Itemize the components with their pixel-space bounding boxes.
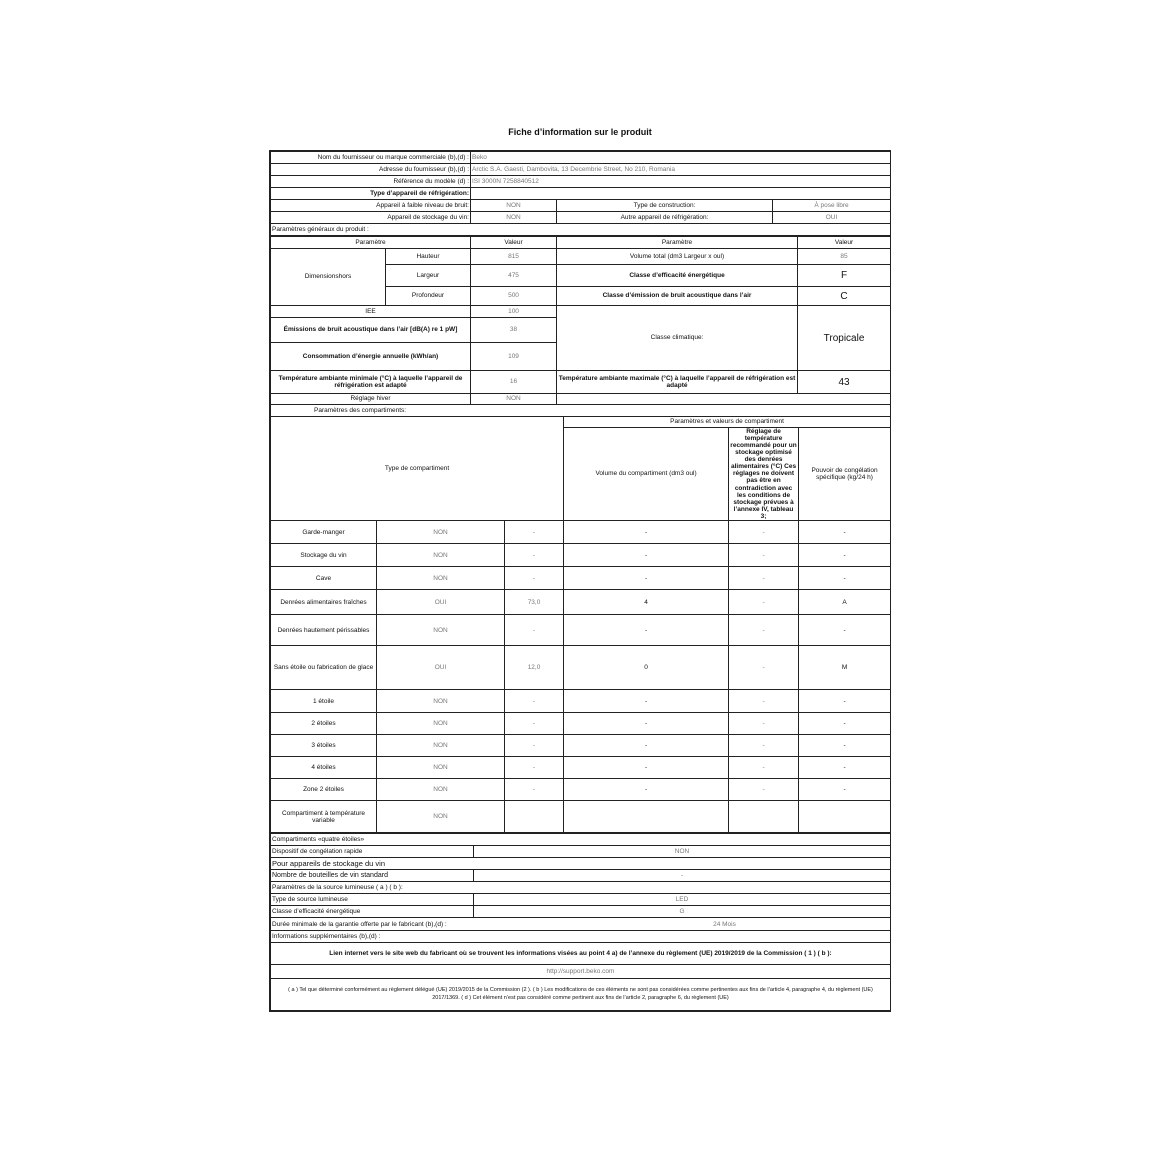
width-value: 475 (471, 265, 557, 287)
freeze-col-header: Pouvoir de congélation spécifique (kg/24 h) (799, 427, 891, 521)
compartment-defrost: M (799, 646, 891, 690)
compartment-present: NON (377, 735, 505, 757)
compartment-row (271, 757, 891, 779)
value-header-2: Valeur (798, 237, 891, 249)
other-info-table (270, 833, 891, 1011)
compartment-row (271, 801, 891, 833)
compartment-volume: - (505, 615, 564, 646)
compartment-row (271, 544, 891, 567)
compartment-defrost: - (799, 615, 891, 646)
compartment-name: Stockage du vin (271, 544, 377, 567)
address-label: Adresse du fournisseur (b),(d) : (271, 164, 471, 176)
compartment-present: NON (377, 690, 505, 713)
compartment-defrost: - (799, 735, 891, 757)
compartment-freeze: - (729, 779, 799, 801)
other-appliance-value: OUI (773, 212, 891, 224)
light-params-label: Paramètres de la source lumineuse ( a ) ( b ): (271, 882, 891, 894)
compartment-present: NON (377, 567, 505, 590)
compartment-volume (505, 801, 564, 833)
depth-label: Profondeur (386, 287, 471, 306)
noise-class-value: C (798, 287, 891, 306)
compartment-temp: 0 (564, 646, 729, 690)
max-temp-label: Température ambiante maximale (°C) à laquelle l’appareil de réfrigération est adapté (557, 371, 798, 394)
construction-label: Type de construction: (557, 200, 773, 212)
product-information-sheet (269, 150, 891, 1012)
wine-appliance-label: Appareil de stockage du vin: (271, 212, 471, 224)
extra-info-label: Informations supplémentaires (b),(d) : (271, 931, 891, 943)
document-title: Fiche d’information sur le produit (508, 127, 652, 137)
manufacturer-link-label: Lien internet vers le site web du fabricant où se trouvent les informations visées au point 4 a) de l’annexe du règlement (UE) 2019/2019 de la Commission ( 1 ) ( b ): (271, 943, 891, 965)
compartment-volume: - (505, 713, 564, 735)
compartment-name: Denrées hautement périssables (271, 615, 377, 646)
noise-emission-value: 38 (471, 318, 557, 343)
compartment-freeze: - (729, 757, 799, 779)
warranty-value: 24 Mois (713, 920, 736, 928)
compartment-freeze: - (729, 544, 799, 567)
dimensions-label: Dimensionshors (271, 249, 386, 306)
compartment-present: NON (377, 521, 505, 544)
compartment-defrost: A (799, 590, 891, 615)
compartment-row (271, 779, 891, 801)
compartment-present: NON (377, 757, 505, 779)
general-params-table (270, 236, 891, 405)
other-appliance-label: Autre appareil de réfrigération: (557, 212, 773, 224)
winter-setting-value: NON (471, 394, 557, 405)
value-header: Valeur (471, 237, 557, 249)
compartment-defrost: - (799, 779, 891, 801)
compartment-row (271, 735, 891, 757)
noise-emission-label: Émissions de bruit acoustique dans l’air [dB(A) re 1 pW] (271, 318, 471, 343)
general-params-label: Paramètres généraux du produit : (271, 224, 891, 236)
four-star-label: Compartiments «quatre étoiles» (271, 834, 891, 846)
low-noise-label: Appareil à faible niveau de bruit: (271, 200, 471, 212)
compartment-values-header: Paramètres et valeurs de compartiment (564, 416, 891, 427)
compartment-freeze (729, 801, 799, 833)
compartment-volume: - (505, 544, 564, 567)
compartment-volume: - (505, 735, 564, 757)
compartment-present: NON (377, 713, 505, 735)
compartment-present: OUI (377, 646, 505, 690)
compartment-name: 3 étoiles (271, 735, 377, 757)
wine-storage-label: Pour appareils de stockage du vin (271, 858, 891, 870)
general-info-table (270, 151, 891, 236)
compartment-row (271, 521, 891, 544)
compartment-freeze: - (729, 713, 799, 735)
compartment-temp: - (564, 779, 729, 801)
supplier-label: Nom du fournisseur ou marque commerciale (b),(d) : (271, 152, 471, 164)
compartment-freeze: - (729, 690, 799, 713)
compartment-type-header: Type de compartiment (271, 416, 564, 521)
manufacturer-link[interactable]: http://support.beko.com (271, 965, 891, 979)
compartment-defrost: - (799, 690, 891, 713)
compartment-temp: 4 (564, 590, 729, 615)
param-header-2: Paramètre (557, 237, 798, 249)
footnote: ( a ) Tel que déterminé conformément au règlement délégué (UE) 2019/2015 de la Commission (2 ). ( b ) Les modifications de ces éléments ne sont pas considérées comme pertinentes aux fins de l’article 4, paragraphe 4, du règlement (UE) 2017/1369. ( d ) Cet élément n’est pas considéré comme pertinent aux fins de l’article 2, paragraphe 6, du règlement (UE) (271, 979, 891, 1011)
climate-class-label: Classe climatique: (557, 306, 798, 371)
compartment-freeze: - (729, 615, 799, 646)
compartment-name: 4 étoiles (271, 757, 377, 779)
total-volume-label: Volume total (dm3 Largeur x oul) (557, 249, 798, 265)
climate-class-value: Tropicale (798, 306, 891, 371)
construction-value: À pose libre (773, 200, 891, 212)
compartment-params-label: Paramètres des compartiments: (271, 405, 564, 416)
energy-class-label: Classe d’efficacité énergétique (557, 265, 798, 287)
compartment-present: NON (377, 615, 505, 646)
compartment-freeze: - (729, 521, 799, 544)
compartment-present: NON (377, 544, 505, 567)
height-value: 815 (471, 249, 557, 265)
compartment-freeze: - (729, 646, 799, 690)
compartment-volume: - (505, 690, 564, 713)
warranty-label: Durée minimale de la garantie offerte par le fabricant (b),(d) : (272, 920, 447, 928)
light-type-value: LED (474, 894, 891, 906)
compartment-row (271, 615, 891, 646)
model-label: Référence du modèle (d) : (271, 176, 471, 188)
compartment-name: Cave (271, 567, 377, 590)
compartment-name: Garde-manger (271, 521, 377, 544)
compartment-volume: - (505, 567, 564, 590)
fast-freeze-value: NON (474, 846, 891, 858)
total-volume-value: 85 (798, 249, 891, 265)
bottles-label: Nombre de bouteilles de vin standard (271, 870, 474, 882)
min-temp-label: Température ambiante minimale (°C) à laquelle l’appareil de réfrigération est adapté (271, 371, 471, 394)
compartment-temp: - (564, 735, 729, 757)
compartment-temp: - (564, 567, 729, 590)
compartment-name: Compartiment à température variable (271, 801, 377, 833)
compartment-row (271, 690, 891, 713)
compartment-present: NON (377, 801, 505, 833)
compartment-name: Zone 2 étoiles (271, 779, 377, 801)
iee-label: IEE (271, 306, 471, 318)
param-header: Paramètre (271, 237, 471, 249)
noise-class-label: Classe d’émission de bruit acoustique dans l’air (557, 287, 798, 306)
max-temp-value: 43 (798, 371, 891, 394)
compartment-volume: - (505, 779, 564, 801)
compartment-present: OUI (377, 590, 505, 615)
compartment-freeze: - (729, 590, 799, 615)
iee-value: 100 (471, 306, 557, 318)
winter-setting-label: Réglage hiver (271, 394, 471, 405)
wine-appliance-value: NON (471, 212, 557, 224)
compartment-defrost: - (799, 757, 891, 779)
compartment-temp: - (564, 521, 729, 544)
compartment-temp (564, 801, 729, 833)
height-label: Hauteur (386, 249, 471, 265)
light-class-value: G (474, 906, 891, 918)
compartment-freeze: - (729, 735, 799, 757)
compartments-table (270, 405, 891, 833)
annual-consumption-label: Consommation d’énergie annuelle (kWh/an) (271, 343, 471, 371)
bottles-value: - (474, 870, 891, 882)
compartment-temp: - (564, 690, 729, 713)
compartment-freeze: - (729, 567, 799, 590)
fast-freeze-label: Dispositif de congélation rapide (271, 846, 474, 858)
compartment-temp: - (564, 757, 729, 779)
compartment-defrost: - (799, 567, 891, 590)
compartment-name: Denrées alimentaires fraîches (271, 590, 377, 615)
compartment-name: 1 étoile (271, 690, 377, 713)
annual-consumption-value: 109 (471, 343, 557, 371)
compartment-volume: 73,0 (505, 590, 564, 615)
compartment-temp: - (564, 544, 729, 567)
compartment-volume: - (505, 521, 564, 544)
compartment-row (271, 567, 891, 590)
compartment-defrost (799, 801, 891, 833)
model-value: ISI 3000N 7258840512 (471, 176, 891, 188)
compartment-row (271, 713, 891, 735)
compartment-name: Sans étoile ou fabrication de glace (271, 646, 377, 690)
supplier-value: Beko (471, 152, 891, 164)
temp-col-header: Réglage de température recommandé pour un stockage optimisé des denrées alimentaires (°C) Ces réglages ne doivent pas être en contradiction avec les conditions de stockage prévues à l’annexe IV, tableau 3; (730, 427, 797, 521)
width-label: Largeur (386, 265, 471, 287)
light-class-label: Classe d’efficacité énergétique (271, 906, 474, 918)
address-value: Arctic S.A. Gaesti, Dambovita, 13 Decembrie Street, No 210, Romania (471, 164, 891, 176)
compartment-defrost: - (799, 713, 891, 735)
energy-class-value: F (798, 265, 891, 287)
compartment-defrost: - (799, 521, 891, 544)
compartment-name: 2 étoiles (271, 713, 377, 735)
compartment-defrost: - (799, 544, 891, 567)
volume-col-header: Volume du compartiment (dm3 oul) (564, 427, 729, 521)
compartment-temp: - (564, 615, 729, 646)
compartment-temp: - (564, 713, 729, 735)
depth-value: 500 (471, 287, 557, 306)
min-temp-value: 16 (471, 371, 557, 394)
compartment-volume: 12,0 (505, 646, 564, 690)
low-noise-value: NON (471, 200, 557, 212)
appliance-type-label: Type d’appareil de réfrigération: (271, 188, 471, 200)
compartment-volume: - (505, 757, 564, 779)
compartment-row (271, 646, 891, 690)
compartment-present: NON (377, 779, 505, 801)
light-type-label: Type de source lumineuse (271, 894, 474, 906)
compartment-row (271, 590, 891, 615)
